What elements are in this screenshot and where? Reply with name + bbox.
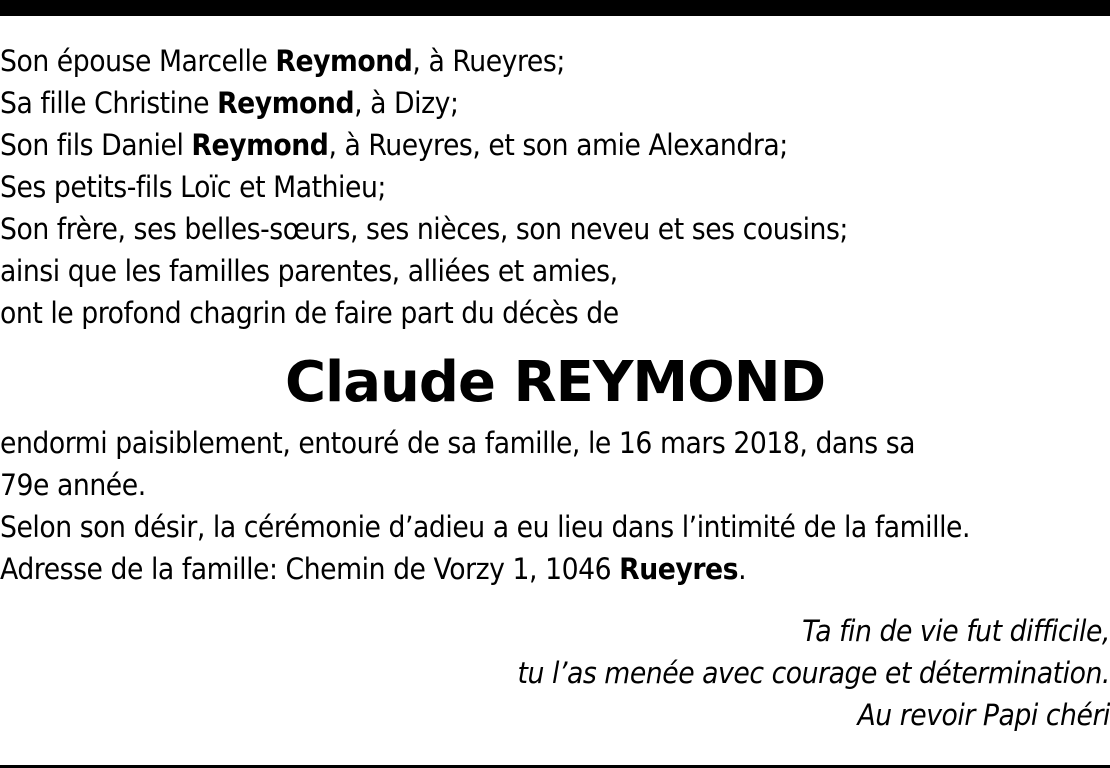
address-text: . bbox=[738, 552, 747, 586]
quote-line: Au revoir Papi chéri bbox=[857, 698, 1110, 732]
family-line-text: ainsi que les familles parentes, alliées et amies, bbox=[0, 254, 618, 288]
farewell-quote bbox=[466, 610, 1110, 736]
family-surname: Reymond bbox=[217, 86, 355, 120]
family-line-text: , à Rueyres; bbox=[412, 44, 565, 78]
top-border-rule bbox=[0, 0, 1110, 16]
obituary-notice bbox=[0, 40, 1110, 590]
address-town: Rueyres bbox=[619, 552, 739, 586]
quote-line: tu l’as menée avec courage et détermination. bbox=[517, 656, 1110, 690]
family-line-grandsons bbox=[0, 166, 1110, 208]
family-line-siblings bbox=[0, 208, 1110, 250]
family-line-text: Sa fille Christine bbox=[0, 86, 218, 120]
family-line-spouse bbox=[0, 40, 1110, 82]
family-line-text: Son fils Daniel bbox=[0, 128, 192, 162]
family-line-son bbox=[0, 124, 1110, 166]
age-line: 79e année. bbox=[0, 468, 146, 502]
announcement-line bbox=[0, 292, 1110, 334]
family-surname: Reymond bbox=[191, 128, 329, 162]
family-surname: Reymond bbox=[275, 44, 413, 78]
family-line-daughter bbox=[0, 82, 1110, 124]
address-line bbox=[0, 548, 1110, 590]
family-line-text: Son frère, ses belles-sœurs, ses nièces, son neveu et ses cousins; bbox=[0, 212, 848, 246]
ceremony-line: Selon son désir, la cérémonie d’adieu a eu lieu dans l’intimité de la famille. bbox=[0, 510, 971, 544]
quote-line: Ta fin de vie fut difficile, bbox=[802, 614, 1110, 648]
family-line-text: , à Rueyres, et son amie Alexandra; bbox=[328, 128, 788, 162]
family-line-text: , à Dizy; bbox=[354, 86, 459, 120]
details-line: endormi paisiblement, entouré de sa famille, le 16 mars 2018, dans sa bbox=[0, 426, 916, 460]
family-line-text: ont le profond chagrin de faire part du décès de bbox=[0, 296, 619, 330]
deceased-name: Claude REYMOND bbox=[284, 350, 826, 415]
family-line-text: Son épouse Marcelle bbox=[0, 44, 276, 78]
family-line-relatives bbox=[0, 250, 1110, 292]
address-text: Adresse de la famille: Chemin de Vorzy 1, 1046 bbox=[0, 552, 620, 586]
family-line-text: Ses petits-fils Loïc et Mathieu; bbox=[0, 170, 386, 204]
